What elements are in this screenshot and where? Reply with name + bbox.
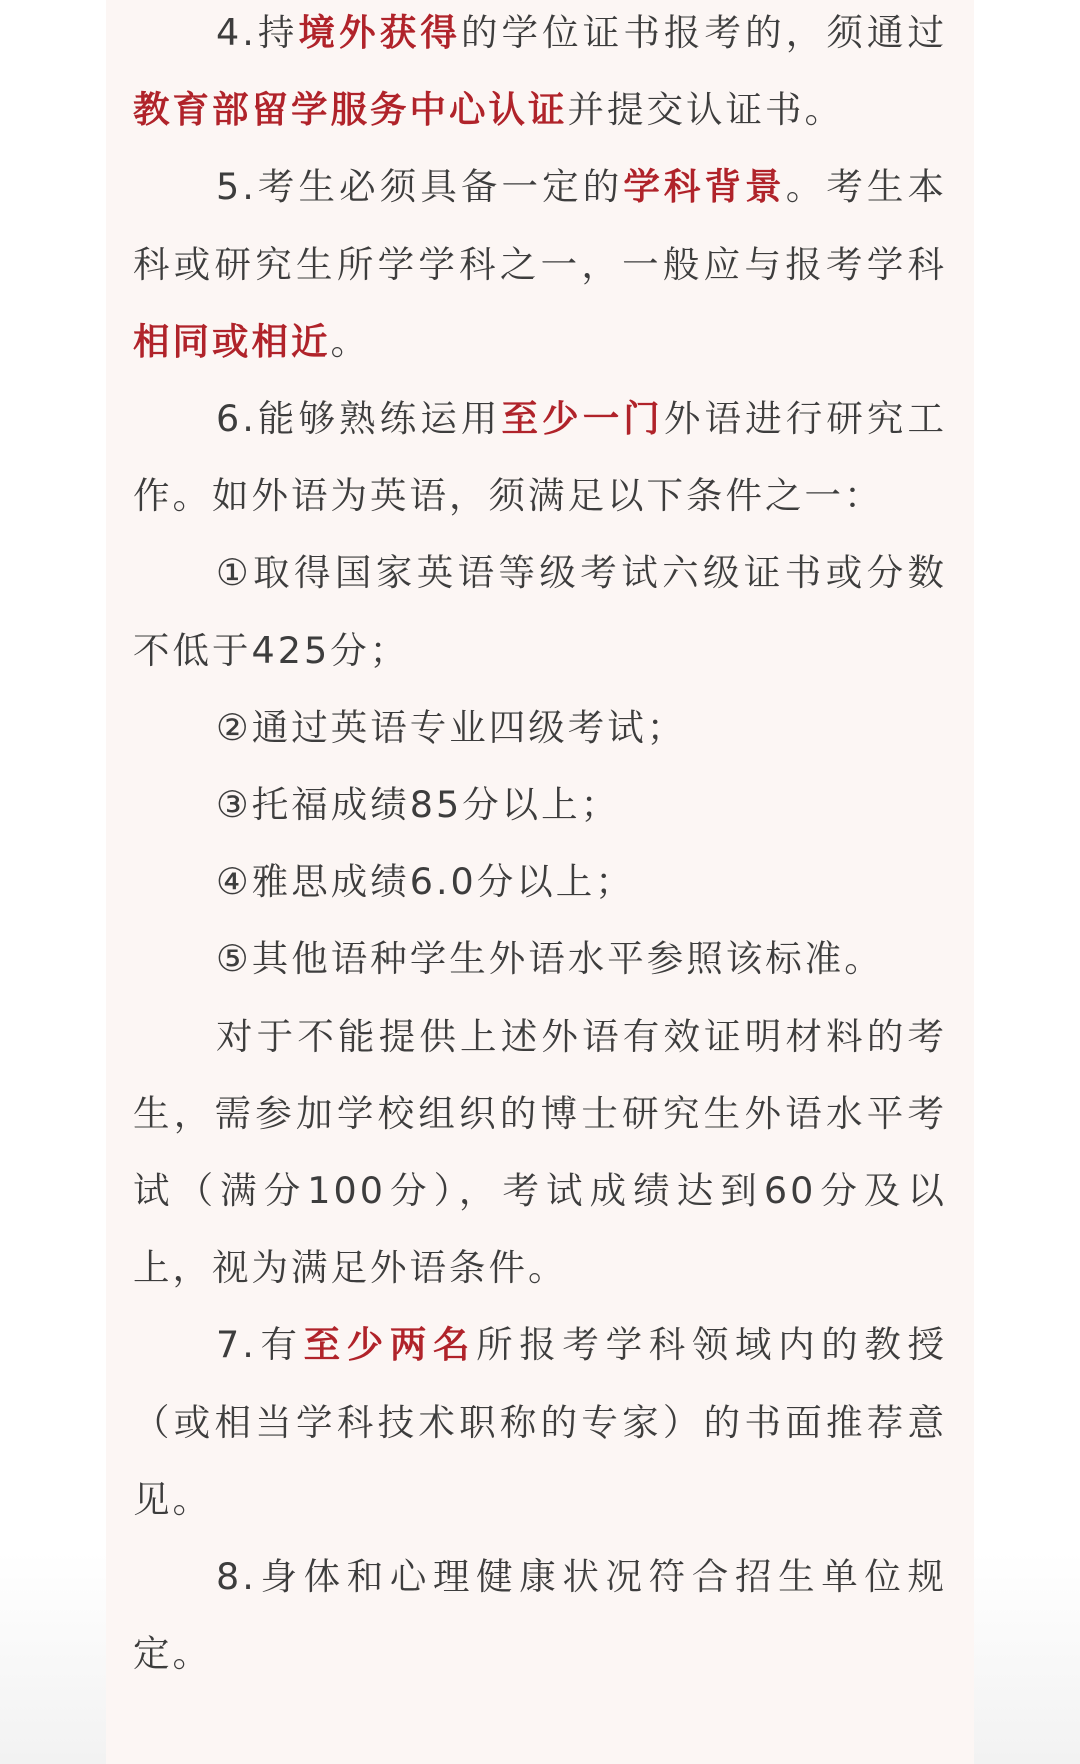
requirement-item-5 (133, 148, 947, 380)
text-segment: 所报考学科领域内的教授（或相当学科技术职称的专家）的书面推荐意见。 (133, 1323, 948, 1521)
requirement-item-7 (133, 1306, 947, 1538)
highlighted-text: 至少两名 (303, 1323, 477, 1367)
english-condition-1 (133, 534, 947, 688)
requirement-item-6 (133, 380, 947, 534)
text-segment: ②通过英语专业四级考试； (216, 705, 687, 749)
language-exam-note (133, 998, 947, 1307)
text-segment: 5.考生必须具备一定的 (216, 165, 624, 209)
text-segment: 对于不能提供上述外语有效证明材料的考生，需参加学校组织的博士研究生外语水平考试（满分100分），考试成绩达到60分及以上，视为满足外语条件。 (133, 1014, 947, 1290)
text-segment: ⑤其他语种学生外语水平参照该标准。 (216, 937, 884, 981)
highlighted-text: 至少一门 (501, 397, 664, 441)
text-segment: ①取得国家英语等级考试六级证书或分数不低于425分； (133, 551, 947, 672)
right-margin (974, 0, 1080, 1764)
left-margin (0, 0, 106, 1764)
highlighted-text: 相同或相近 (133, 319, 331, 363)
text-segment: 并提交认证书。 (567, 88, 844, 132)
text-segment: 8.身体和心理健康状况符合招生单位规定。 (133, 1555, 947, 1676)
english-condition-2 (133, 689, 947, 766)
requirement-item-8 (133, 1538, 947, 1692)
text-segment: 的学位证书报考的，须通过 (460, 11, 948, 54)
text-segment: ③托福成绩85分以上； (216, 783, 621, 827)
text-segment: 。 (330, 319, 370, 363)
requirement-item-4 (133, 0, 947, 148)
text-segment: 。考生本科或研究生所学学科之一，一般应与报考学科 (133, 165, 948, 286)
highlighted-text: 境外获得 (298, 11, 461, 54)
highlighted-text: 学科背景 (623, 165, 786, 209)
text-segment: 4.持 (216, 11, 299, 54)
article-page (106, 0, 974, 1764)
english-condition-4 (133, 843, 947, 920)
text-segment: 外语进行研究工作。如外语为英语，须满足以下条件之一： (133, 397, 948, 518)
english-condition-5 (133, 920, 947, 997)
article-body (133, 0, 947, 1692)
text-segment: 7.有 (216, 1323, 304, 1367)
highlighted-text: 教育部留学服务中心认证 (133, 88, 568, 132)
text-segment: ④雅思成绩6.0分以上； (216, 860, 635, 904)
english-condition-3 (133, 766, 947, 843)
text-segment: 6.能够熟练运用 (216, 397, 502, 441)
